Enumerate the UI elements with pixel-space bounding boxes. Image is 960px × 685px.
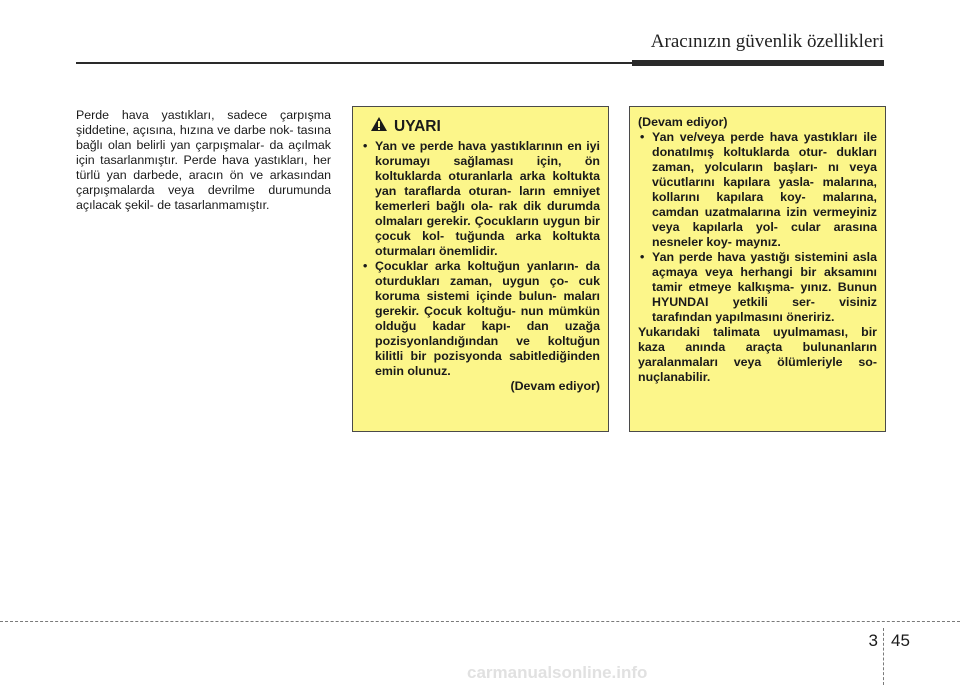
section-title: Aracınızın güvenlik özellikleri: [650, 31, 884, 52]
warning-bullet-text: Yan ve perde hava yastıklarının en iyi korumayı sağlaması için, ön koltuklarda oturanlarla arka koltukta yan taraflarda oturan- ların emniyet kemerleri bağlı ola- rak dik durumda olmaları gerekir. Çocukların uygun bir çocuk kol- tuğunda arka koltukta oturmaları önemlidir.: [375, 139, 600, 258]
section-number: 3: [868, 631, 878, 650]
continued-label: (Devam ediyor): [510, 379, 600, 393]
bullet-marker: •: [640, 130, 645, 144]
footer-divider: [0, 621, 960, 622]
warning-bullet-text: Yan perde hava yastığı sistemini asla açmaya veya herhangi bir aksamını tamir etmeye kalkışma- yınız. Bunun HYUNDAI yetkili ser- visiniz tarafından yapılmasını öneririz.: [652, 250, 877, 324]
continued-warning-box: [629, 106, 886, 432]
warning-bullet: [361, 139, 600, 259]
continued-header: (Devam ediyor): [638, 115, 728, 129]
warning-bullet: [638, 130, 877, 250]
closing-paragraph: Yukarıdaki talimata uyulmaması, bir kaza anında araçta bulunanların yaralanmaları veya ölümleriyle so- nuçlanabilir.: [638, 325, 877, 384]
warning-title: UYARI: [394, 117, 441, 135]
body-paragraph: Perde hava yastıkları, sadece çarpışma şiddetine, açısına, hızına ve darbe nok- tasına bağlı olan belirli yan çarpışmalar- da açılmak için tasarlanmıştır. Perde hava yastıkları, her türlü yan darbede, aracın ön ve arkasından çarpışmalarda veya devrilme durumunda açılacak şekil- de tasarlanmamıştır.: [76, 108, 331, 212]
watermark: carmanualsonline.info: [467, 663, 648, 682]
header-rule-accent: [632, 60, 884, 66]
bullet-marker: •: [363, 259, 368, 273]
warning-bullet: [361, 259, 600, 379]
warning-triangle-icon: [370, 116, 388, 136]
warning-box: [352, 106, 609, 432]
page-number-divider: [883, 628, 884, 685]
page-number: 45: [891, 631, 910, 650]
bullet-marker: •: [363, 139, 368, 153]
bullet-marker: •: [640, 250, 645, 264]
warning-bullet: [638, 250, 877, 325]
warning-bullet-text: Yan ve/veya perde hava yastıkları ile donatılmış koltuklarda otur- dukları zaman, yolcuların başları- nı veya vücutlarını kapılara yasla- malarına, kollarını kapılara koy- malarına, camdan uzatmalarına izin vermeyiniz veya kapılarla yol- cular arasına nesneler koy- maynız.: [652, 130, 877, 249]
warning-bullet-text: Çocuklar arka koltuğun yanların- da oturdukları zaman, uygun ço- cuk koruma sistemi içinde bulun- maları gerekir. Çocuk koltuğu- nun mümkün olduğu kadar kapı- dan uzağa pozisyonlandığından ve koltuğun kilitli bir pozisyonda sabitlediğinden emin olunuz.: [375, 259, 600, 378]
warning-heading: [370, 116, 600, 136]
